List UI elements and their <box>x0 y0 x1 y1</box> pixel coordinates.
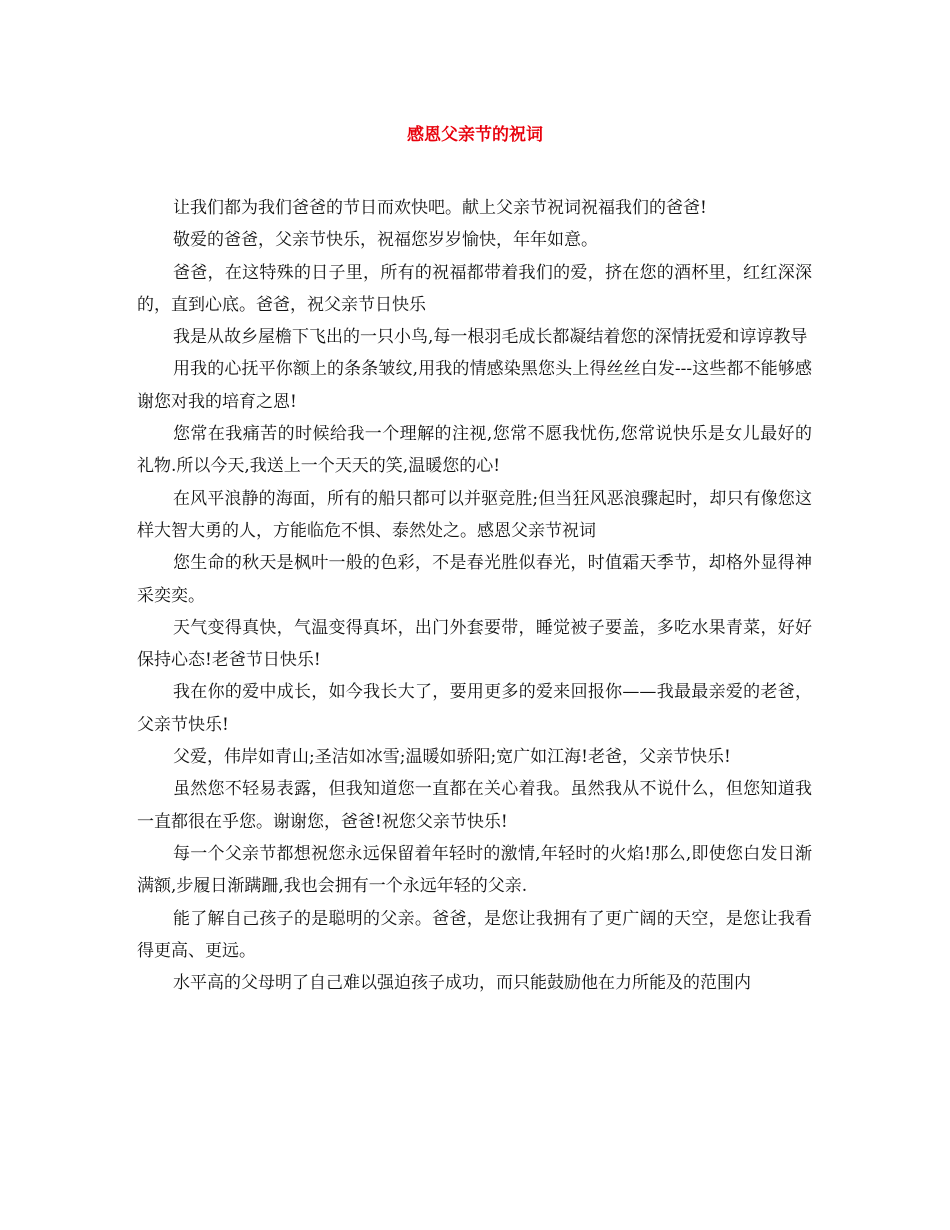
paragraph: 天气变得真快，气温变得真坏，出门外套要带，睡觉被子要盖，多吃水果青菜，好好保持心态!老爸节日快乐! <box>137 617 812 671</box>
paragraph: 让我们都为我们爸爸的节日而欢快吧。献上父亲节祝词祝福我们的爸爸! <box>173 198 707 218</box>
paragraph: 您常在我痛苦的时候给我一个理解的注视,您常不愿我忧伤,您常说快乐是女儿最好的礼物.所以今天,我送上一个天天的笑,温暖您的心! <box>137 424 812 477</box>
document-body <box>137 192 812 999</box>
paragraph: 我是从故乡屋檐下飞出的一只小鸟,每一根羽毛成长都凝结着您的深情抚爱和谆谆教导 <box>173 327 808 348</box>
paragraph: 父爱，伟岸如青山;圣洁如冰雪;温暖如骄阳;宽广如江海!老爸，父亲节快乐! <box>173 747 731 768</box>
paragraph: 用我的心抚平你额上的条条皱纹,用我的情感染黑您头上得丝丝白发---这些都不能够感谢您对我的培育之恩! <box>137 359 812 412</box>
paragraph: 我在你的爱中成长，如今我长大了，要用更多的爱来回报你——我最最亲爱的老爸，父亲节快乐! <box>137 682 812 735</box>
paragraph: 在风平浪静的海面，所有的船只都可以并驱竞胜;但当狂风恶浪骤起时，却只有像您这样大智大勇的人，方能临危不惧、泰然处之。感恩父亲节祝词 <box>137 488 812 541</box>
paragraph: 敬爱的爸爸，父亲节快乐，祝福您岁岁愉快，年年如意。 <box>173 230 598 251</box>
paragraph: 每一个父亲节都想祝您永远保留着年轻时的激情,年轻时的火焰!那么,即使您白发日渐满额,步履日渐蹒跚,我也会拥有一个永远年轻的父亲. <box>137 843 812 897</box>
paragraph: 爸爸，在这特殊的日子里，所有的祝福都带着我们的爱，挤在您的酒杯里，红红深深的，直到心底。爸爸，祝父亲节日快乐 <box>137 262 812 315</box>
paragraph: 虽然您不轻易表露，但我知道您一直都在关心着我。虽然我从不说什么，但您知道我一直都很在乎您。谢谢您，爸爸!祝您父亲节快乐! <box>137 779 812 832</box>
paragraph: 水平高的父母明了自己难以强迫孩子成功，而只能鼓励他在力所能及的范围内 <box>173 973 751 994</box>
document-title: 感恩父亲节的祝词 <box>407 125 543 145</box>
paragraph: 您生命的秋天是枫叶一般的色彩，不是春光胜似春光，时值霜天季节，却格外显得神采奕奕。 <box>137 553 812 606</box>
paragraph: 能了解自己孩子的是聪明的父亲。爸爸，是您让我拥有了更广阔的天空，是您让我看得更高、更远。 <box>137 908 812 961</box>
